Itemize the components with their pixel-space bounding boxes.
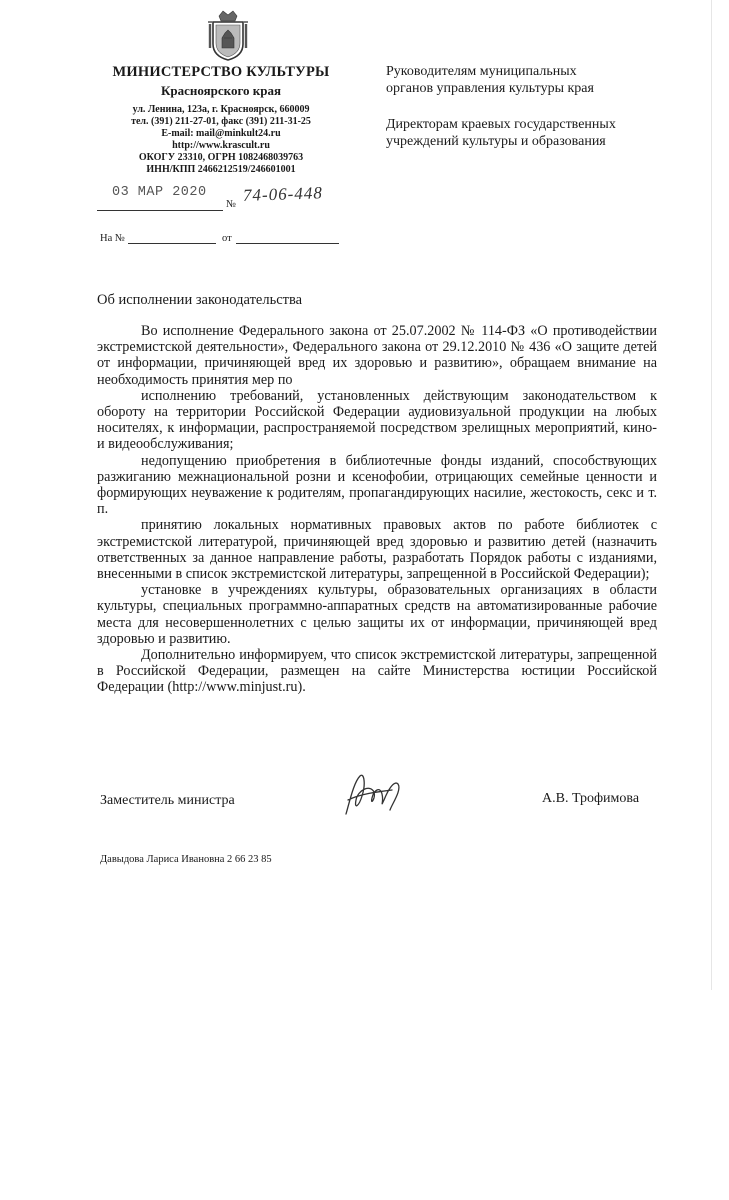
signatory-role: Заместитель министра <box>100 793 235 808</box>
body-paragraph: установке в учреждениях культуры, образовательных организациях в области культуры, специальных программно-аппаратных средств на автоматизированные рабочие места для несовершеннолетних с целью защиты их от информации, причиняющей вред здоровью и развитию. <box>97 582 657 647</box>
website-line: http://www.krascult.ru <box>172 140 270 151</box>
signatory-name: А.В. Трофимова <box>542 791 640 806</box>
handwritten-signature <box>340 770 410 820</box>
contact-person: Давыдова Лариса Ивановна 2 66 23 85 <box>100 854 272 865</box>
body-paragraph: Дополнительно информируем, что список экстремистской литературы, запрещенной в Российской Федерации, размещен на сайте Министерства юстиции Российской Федерации (http://www.minjust.ru). <box>97 647 657 696</box>
letter-subject: Об исполнении законодательства <box>97 292 303 308</box>
scan-edge <box>711 0 712 990</box>
reference-date-line <box>236 243 339 244</box>
coat-of-arms-icon <box>205 8 251 62</box>
number-label: № <box>226 199 237 210</box>
body-paragraph: исполнению требований, установленных действующим законодательством к обороту на территории Российской Федерации аудиовизуальной продукции на любых носителях, к информации, распространяемой посредством зрелищных мероприятий, кино- и видеообслуживания; <box>97 387 657 453</box>
body-paragraph: Во исполнение Федерального закона от 25.07.2002 № 114-ФЗ «О противодействии экстремистской деятельности», Федерального закона от 29.12.2010 № 436 «О защите детей от информации, причиняющей вред их здоровью и развитию», обращаем внимание на необходимость принятия мер по <box>97 323 657 388</box>
address-line: ул. Ленина, 123а, г. Красноярск, 660009 <box>132 104 310 115</box>
body-paragraph: принятию локальных нормативных правовых актов по работе библиотек с экстремистской литературой, причиняющей вред здоровью и развитию детей (назначить ответственных за данное направление работы, разработать Порядок работы с изданиями, внесенными в список экстремистской литературы, запрещенной в Российской Федерации); <box>97 517 657 583</box>
ministry-name: МИНИСТЕРСТВО КУЛЬТУРЫ <box>112 64 330 80</box>
region-name: Красноярского края <box>160 83 282 98</box>
addressee-line-4: учреждений культуры и образования <box>386 134 606 149</box>
reference-from-label: от <box>222 233 232 244</box>
date-underline <box>97 210 223 211</box>
okogu-line: ОКОГУ 23310, ОГРН 1082468039763 <box>138 152 304 163</box>
letter-body <box>97 323 657 696</box>
reference-label: На № <box>100 233 125 244</box>
addressee-line-2: органов управления культуры края <box>386 81 594 96</box>
inn-line: ИНН/КПП 2466212519/246601001 <box>146 164 296 175</box>
body-paragraph: недопущению приобретения в библиотечные фонды изданий, способствующих разжиганию межнациональной розни и ксенофобии, отрицающих семейные ценности и формирующих неуважение к родителям, пропагандирующих насилие, жестокость, секс и т. п. <box>97 452 657 518</box>
addressee-line-3: Директорам краевых государственных <box>386 117 616 132</box>
reference-number-line <box>128 243 216 244</box>
date-stamp: 03 МАР 2020 <box>112 185 207 200</box>
addressee-line-1: Руководителям муниципальных <box>386 64 577 79</box>
phone-fax-line: тел. (391) 211-27-01, факс (391) 211-31-25 <box>131 116 311 127</box>
email-line: E-mail: mail@minkult24.ru <box>161 128 281 139</box>
registration-number: 74-06-448 <box>242 183 324 205</box>
